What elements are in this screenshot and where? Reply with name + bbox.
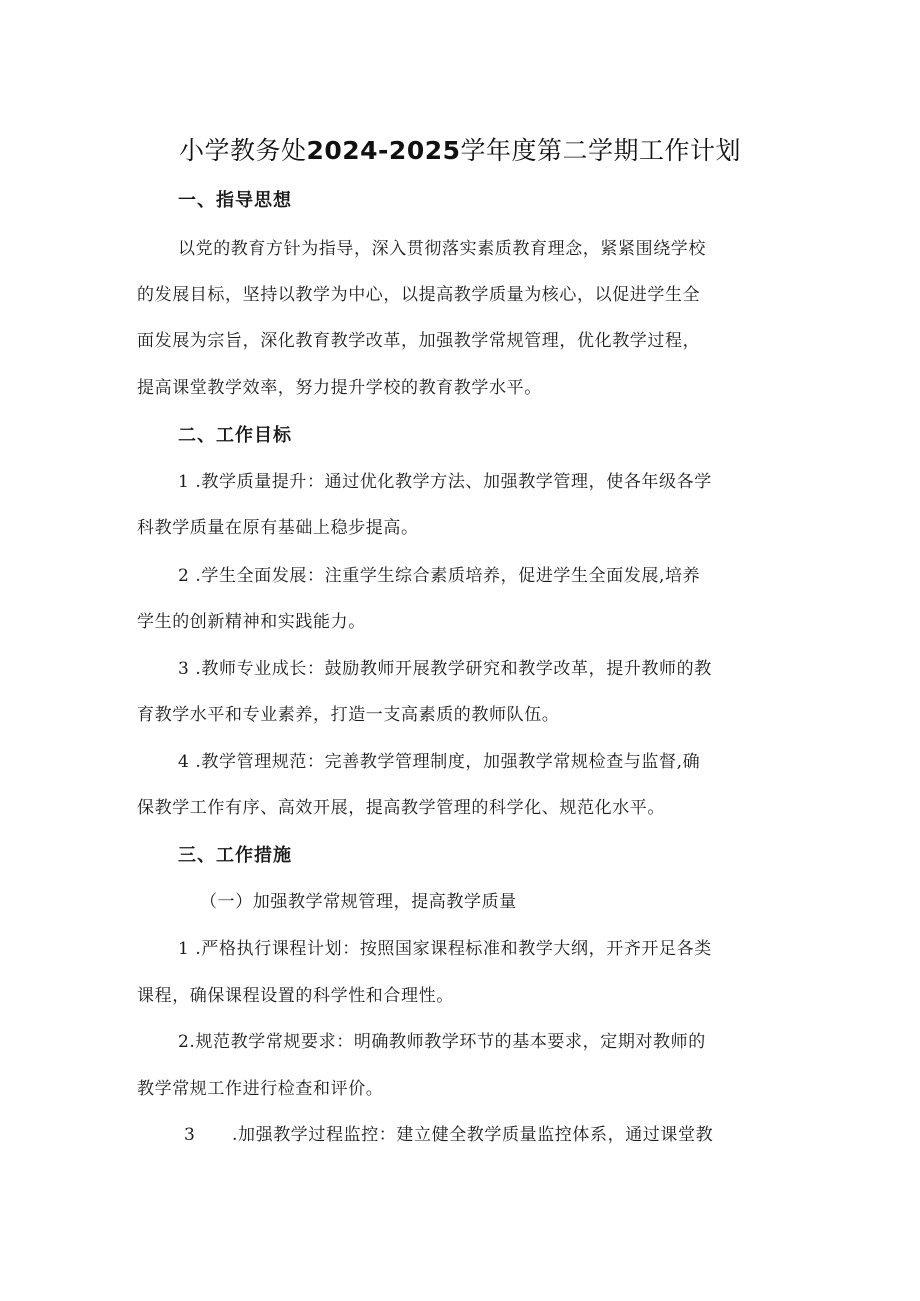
goal-line: 1 .教学质量提升：通过优化教学方法、加强教学管理，使各年级各学 [178,472,712,492]
goal-line: 3 .教师专业成长：鼓励教师开展教学研究和教学改革，提升教师的教 [178,659,712,679]
subsection-heading: （一）加强教学常规管理，提高教学质量 [200,892,517,912]
section-heading-work-goals: 二、工作目标 [178,425,292,446]
goal-line: 2 .学生全面发展：注重学生综合素质培养，促进学生全面发展,培养 [178,566,701,586]
paragraph-line: 提高课堂教学效率，努力提升学校的教育教学水平。 [137,378,542,398]
section-heading-guiding-ideology: 一、指导思想 [178,190,292,211]
goal-line: 保教学工作有序、高效开展，提高教学管理的科学化、规范化水平。 [137,798,665,818]
measure-line: 课程，确保课程设置的科学性和合理性。 [137,986,454,1006]
measure-line: 教学常规工作进行检查和评价。 [137,1079,384,1099]
title-prefix: 小学教务处 [178,136,307,165]
goal-line: 育教学水平和专业素养，打造一支高素质的教师队伍。 [137,705,560,725]
goal-line: 4 .教学管理规范：完善教学管理制度，加强教学常规检查与监督,确 [178,752,701,772]
goal-line: 科教学质量在原有基础上稳步提高。 [137,518,419,538]
title-years: 2024-2025 [306,136,461,165]
measure-line: 2.规范教学常规要求：明确教师教学环节的基本要求，定期对教师的 [178,1032,706,1052]
section-heading-work-measures: 三、工作措施 [178,845,292,866]
paragraph-line: 面发展为宗旨，深化教育教学改革，加强教学常规管理，优化教学过程， [137,331,701,351]
measure-line: 1 .严格执行课程计划：按照国家课程标准和教学大纲，开齐开足各类 [178,939,712,959]
title-suffix: 学年度第二学期工作计划 [460,136,742,165]
paragraph-line: 的发展目标，坚持以教学为中心，以提高教学质量为核心，以促进学生全 [137,285,701,305]
goal-line: 学生的创新精神和实践能力。 [137,612,366,632]
document-title [0,134,920,168]
paragraph-line: 以党的教育方针为指导，深入贯彻落实素质教育理念，紧紧围绕学校 [178,239,706,259]
measure-number: 3 [184,1125,196,1145]
measure-line: .加强教学过程监控：建立健全教学质量监控体系，通过课堂教 [232,1125,714,1145]
